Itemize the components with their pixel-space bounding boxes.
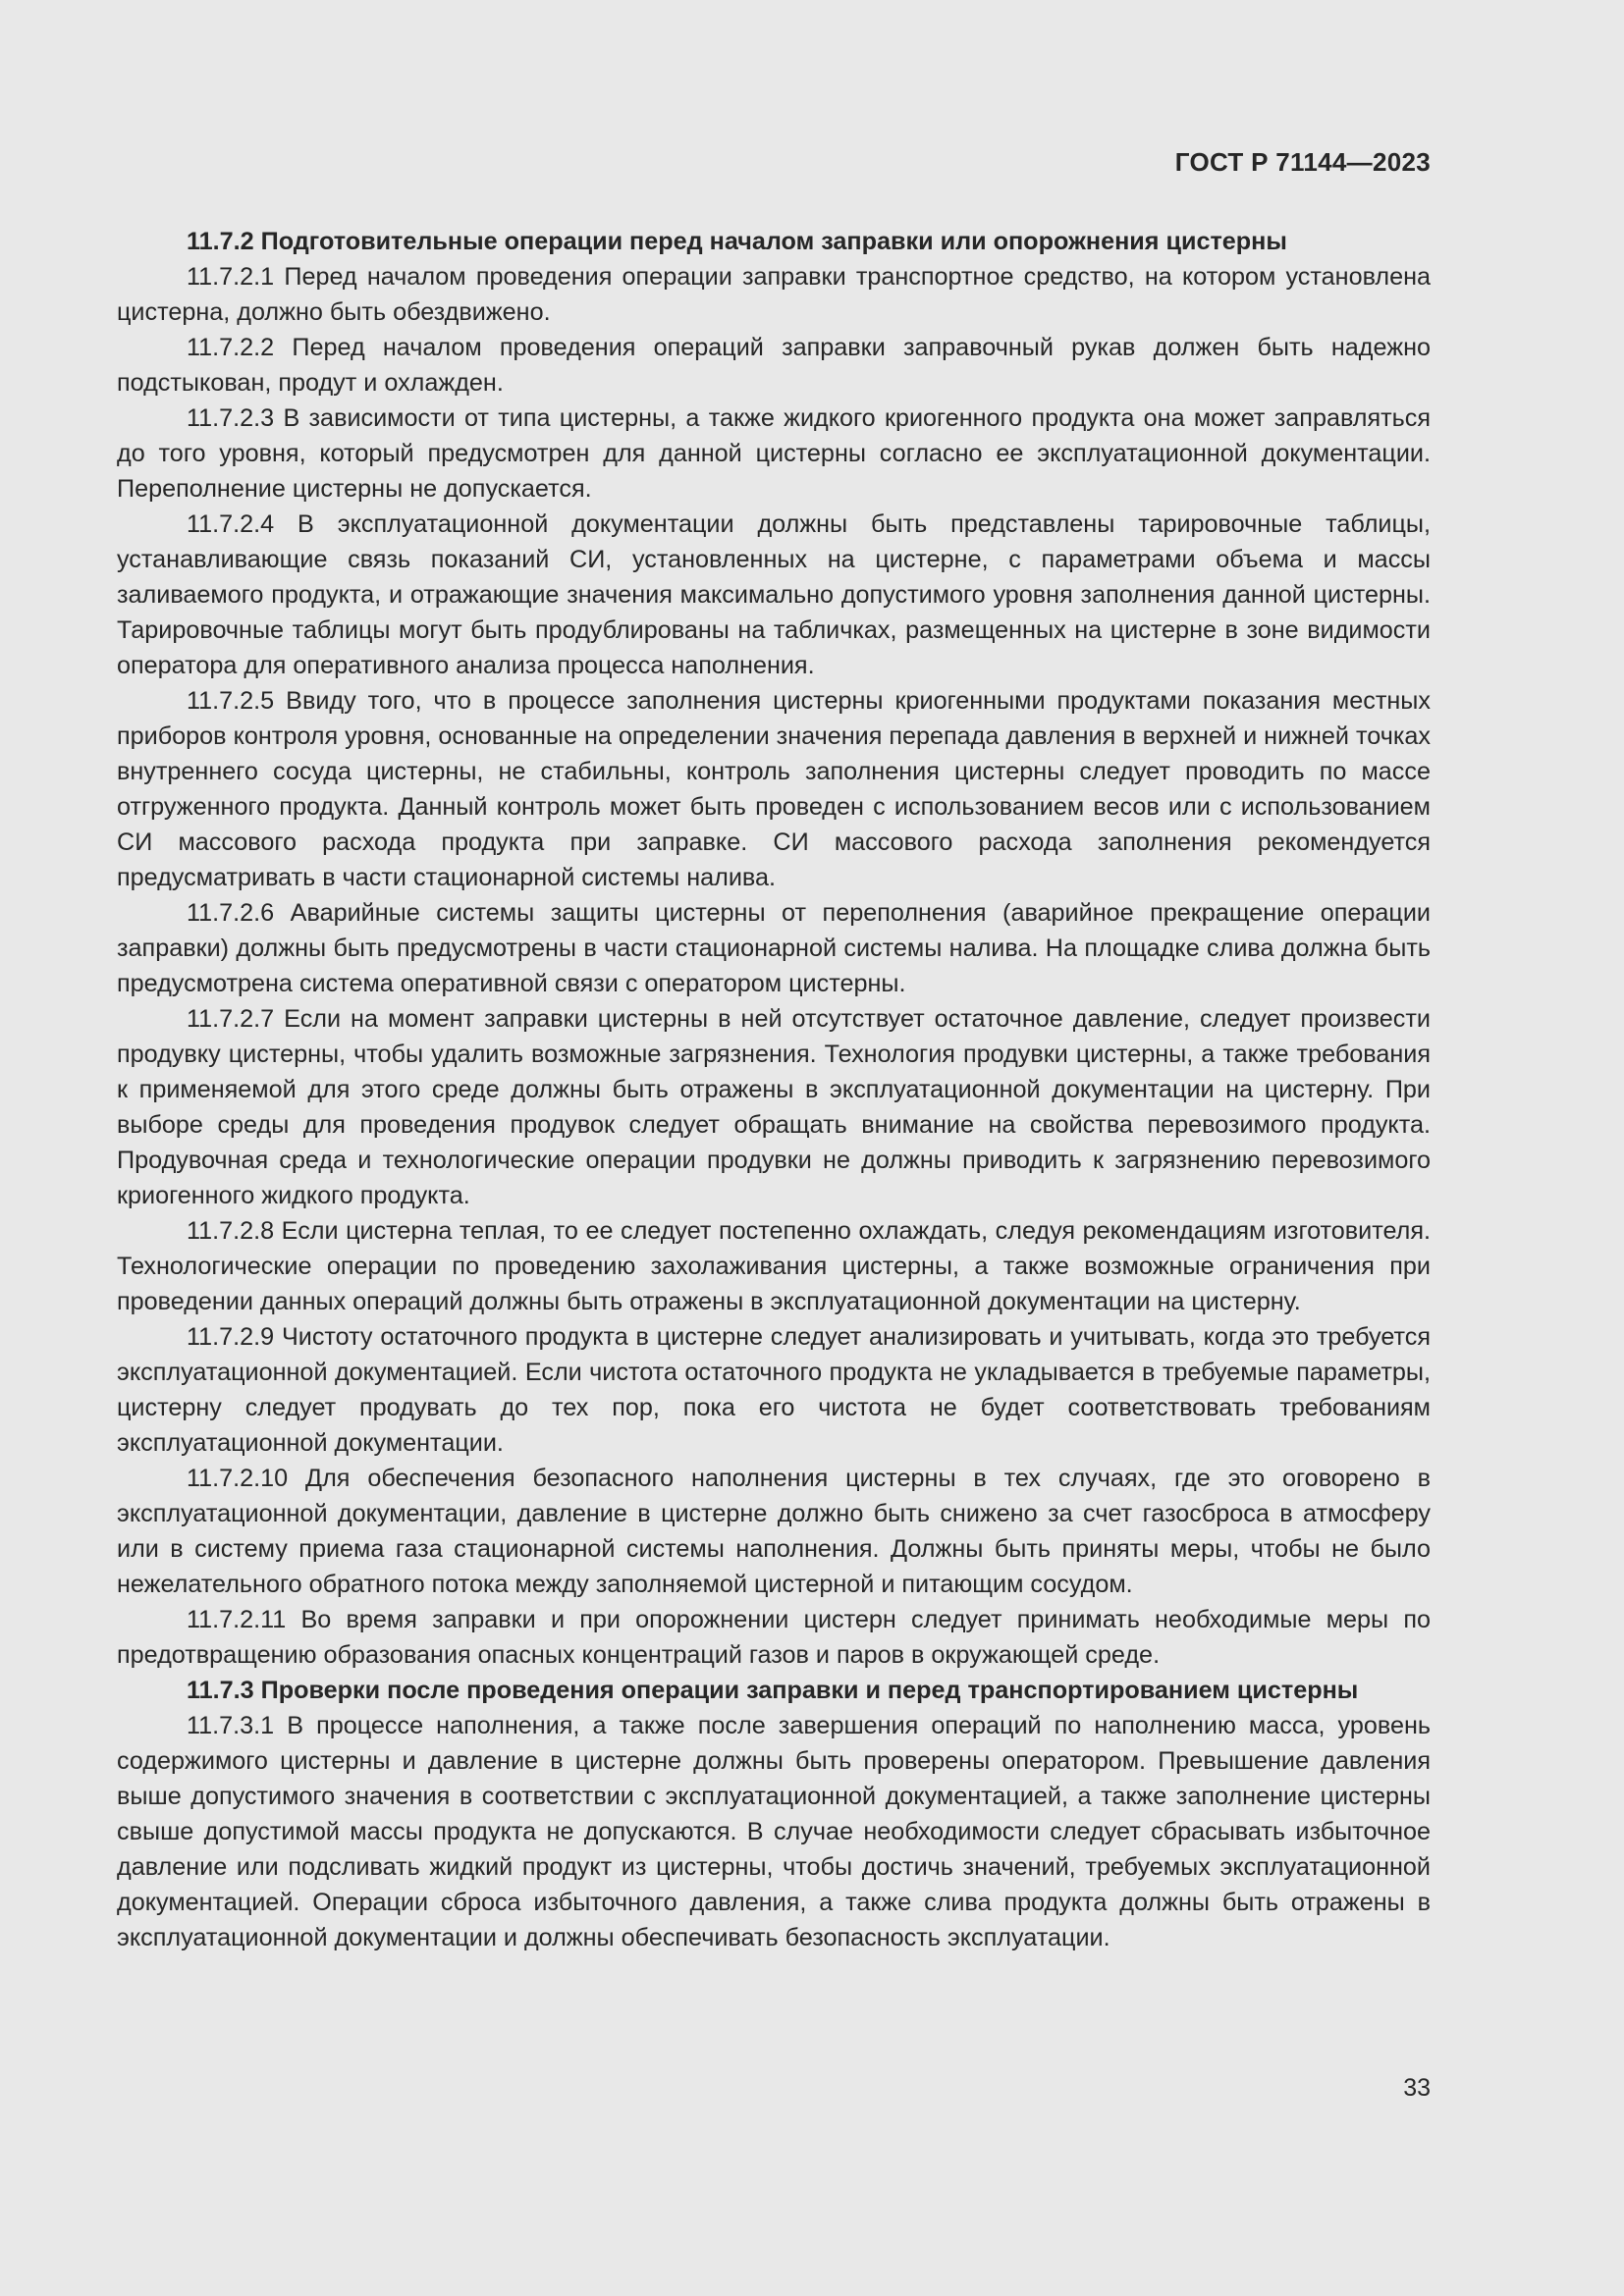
document-code: ГОСТ Р 71144—2023 [1174, 147, 1431, 177]
paragraph-11-7-2-6: 11.7.2.6 Аварийные системы защиты цистерны от переполнения (аварийное прекращение операции заправки) должны быть предусмотрены в части стационарной системы налива. На площадке слива должна быть предусмотрена система оперативной связи с оператором цистерны. [117, 899, 1431, 997]
page-number: 33 [1403, 2074, 1431, 2102]
paragraph-11-7-2-1: 11.7.2.1 Перед началом проведения операции заправки транспортное средство, на котором установлена цистерна, должно быть обездвижено. [117, 263, 1431, 326]
paragraph-11-7-2-8: 11.7.2.8 Если цистерна теплая, то ее следует постепенно охлаждать, следуя рекомендациям изготовителя. Технологические операции по проведению захолаживания цистерны, а также возможные ограничения при проведении данных операций должны быть отражены в эксплуатационной документации на цистерну. [117, 1217, 1431, 1315]
paragraph-11-7-3-1: 11.7.3.1 В процессе наполнения, а также после завершения операций по наполнению масса, уровень содержимого цистерны и давление в цистерне должны быть проверены оператором. Превышение давления выше допустимого значения в соответствии с эксплуатационной документацией, а также заполнение цистерны свыше допустимой массы продукта не допускаются. В случае необходимости следует сбрасывать избыточное давление или подсливать жидкий продукт из цистерны, чтобы достичь значений, требуемых эксплуатационной документацией. Операции сброса избыточного давления, а также слива продукта должны быть отражены в эксплуатационной документации и должны обеспечивать безопасность эксплуатации. [117, 1712, 1431, 1951]
paragraph-11-7-2-11: 11.7.2.11 Во время заправки и при опорожнении цистерн следует принимать необходимые меры по предотвращению образования опасных концентраций газов и паров в окружающей среде. [117, 1606, 1431, 1669]
paragraph-11-7-2-5: 11.7.2.5 Ввиду того, что в процессе заполнения цистерны криогенными продуктами показания местных приборов контроля уровня, основанные на определении значения перепада давления в верхней и нижней точках внутреннего сосуда цистерны, не стабильны, контроль заполнения цистерны следует проводить по массе отгруженного продукта. Данный контроль может быть проведен с использованием весов или с использованием СИ массового расхода продукта при заправке. СИ массового расхода заполнения рекомендуется предусматривать в части стационарной системы налива. [117, 687, 1431, 891]
paragraph-11-7-2-3: 11.7.2.3 В зависимости от типа цистерны, а также жидкого криогенного продукта она может заправляться до того уровня, который предусмотрен для данной цистерны согласно ее эксплуатационной документации. Переполнение цистерны не допускается. [117, 404, 1431, 503]
paragraph-11-7-2-7: 11.7.2.7 Если на момент заправки цистерны в ней отсутствует остаточное давление, следует произвести продувку цистерны, чтобы удалить возможные загрязнения. Технология продувки цистерны, а также требования к применяемой для этого среде должны быть отражены в эксплуатационной документации на цистерну. При выборе среды для проведения продувок следует обращать внимание на свойства перевозимого продукта. Продувочная среда и технологические операции продувки не должны приводить к загрязнению перевозимого криогенного жидкого продукта. [117, 1005, 1431, 1209]
document-body [117, 224, 1431, 1955]
section-heading-11-7-2: 11.7.2 Подготовительные операции перед началом заправки или опорожнения цистерны [187, 228, 1287, 255]
paragraph-11-7-2-2: 11.7.2.2 Перед началом проведения операций заправки заправочный рукав должен быть надежно подстыкован, продут и охлажден. [117, 334, 1431, 397]
paragraph-11-7-2-10: 11.7.2.10 Для обеспечения безопасного наполнения цистерны в тех случаях, где это оговорено в эксплуатационной документации, давление в цистерне должно быть снижено за счет газосброса в атмосферу или в систему приема газа стационарной системы наполнения. Должны быть приняты меры, чтобы не было нежелательного обратного потока между заполняемой цистерной и питающим сосудом. [117, 1465, 1431, 1598]
paragraph-11-7-2-4: 11.7.2.4 В эксплуатационной документации должны быть представлены тарировочные таблицы, устанавливающие связь показаний СИ, установленных на цистерне, с параметрами объема и массы заливаемого продукта, и отражающие значения максимально допустимого уровня заполнения данной цистерны. Тарировочные таблицы могут быть продублированы на табличках, размещенных на цистерне в зоне видимости оператора для оперативного анализа процесса наполнения. [117, 510, 1431, 679]
paragraph-11-7-2-9: 11.7.2.9 Чистоту остаточного продукта в цистерне следует анализировать и учитывать, когда это требуется эксплуатационной документацией. Если чистота остаточного продукта не укладывается в требуемые параметры, цистерну следует продувать до тех пор, пока его чистота не будет соответствовать требованиям эксплуатационной документации. [117, 1323, 1431, 1457]
section-heading-11-7-3: 11.7.3 Проверки после проведения операции заправки и перед транспортированием цистерны [187, 1677, 1359, 1704]
